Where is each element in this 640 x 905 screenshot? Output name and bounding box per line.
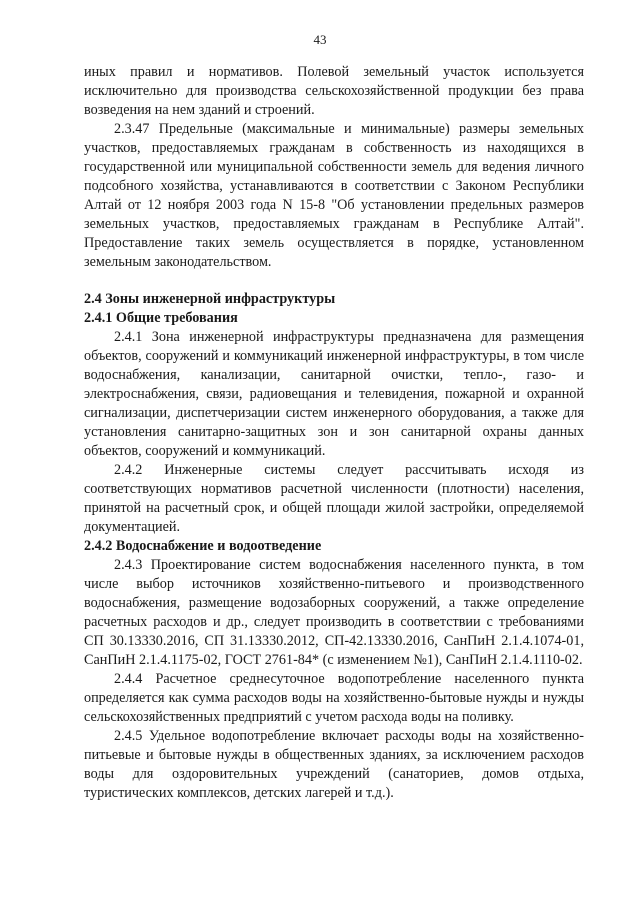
subsection-heading-2-4-1: 2.4.1 Общие требования [84, 310, 238, 326]
paragraph-2-4-3: 2.4.3 Проектирование систем водоснабжения населенного пункта, в том числе выбор источников хозяйственно-питьевого и производственного водоснабжения, размещение водозаборных сооружений, а также определение расчетных расходов и др., следует производить в соответствии с требованиями СП 30.13330.2016, СП 31.13330.2012, СП-42.13330.2016, СанПиН 2.1.4.1074-01, СанПиН 2.1.4.1175-02, ГОСТ 2761-84* (с изменением №1), СанПиН 2.1.4.1110-02. [84, 557, 584, 668]
document-body [84, 63, 584, 803]
page-number: 43 [313, 32, 327, 47]
paragraph-2-4-2: 2.4.2 Инженерные системы следует рассчитывать исходя из соответствующих нормативов расчетной численности (плотности) населения, принятой на расчетный срок, и общей площади жилой застройки, определяемой документацией. [84, 462, 584, 535]
subsection-heading-2-4-2: 2.4.2 Водоснабжение и водоотведение [84, 538, 322, 554]
section-heading-2-4: 2.4 Зоны инженерной инфраструктуры [84, 291, 336, 307]
paragraph-2-4-4: 2.4.4 Расчетное среднесуточное водопотребление населенного пункта определяется как сумма расходов воды на хозяйственно-бытовые нужды и нужды сельскохозяйственных предприятий с учетом расхода воды на поливку. [84, 671, 584, 725]
paragraph-2-3-47: 2.3.47 Предельные (максимальные и минимальные) размеры земельных участков, предоставляемых гражданам в собственность из находящихся в государственной или муниципальной собственности земель для ведения личного подсобного хозяйства, устанавливаются в соответствии с Законом Республики Алтай от 12 ноября 2003 года N 15-8 "Об установлении предельных размеров земельных участков, предоставляемых гражданам в Республике Алтай". Предоставление таких земель осуществляется в порядке, установленном земельным законодательством. [84, 121, 584, 270]
paragraph-continuation: иных правил и нормативов. Полевой земельный участок используется исключительно для производства сельскохозяйственной продукции без права возведения на нем зданий и строений. [84, 64, 584, 118]
paragraph-2-4-5: 2.4.5 Удельное водопотребление включает расходы воды на хозяйственно-питьевые и бытовые нужды в общественных зданиях, за исключением расходов воды для оздоровительных учреждений (санаториев, домов отдыха, туристических комплексов, детских лагерей и т.д.). [84, 728, 584, 801]
paragraph-2-4-1: 2.4.1 Зона инженерной инфраструктуры предназначена для размещения объектов, сооружений и коммуникаций инженерной инфраструктуры, в том числе водоснабжения, канализации, санитарной очистки, тепло-, газо- и электроснабжения, связи, радиовещания и телевидения, пожарной и охранной сигнализации, диспетчеризации систем инженерного оборудования, а также для установления санитарно-защитных зон и зон санитарной охраны данных объектов, сооружений и коммуникаций. [84, 329, 584, 459]
